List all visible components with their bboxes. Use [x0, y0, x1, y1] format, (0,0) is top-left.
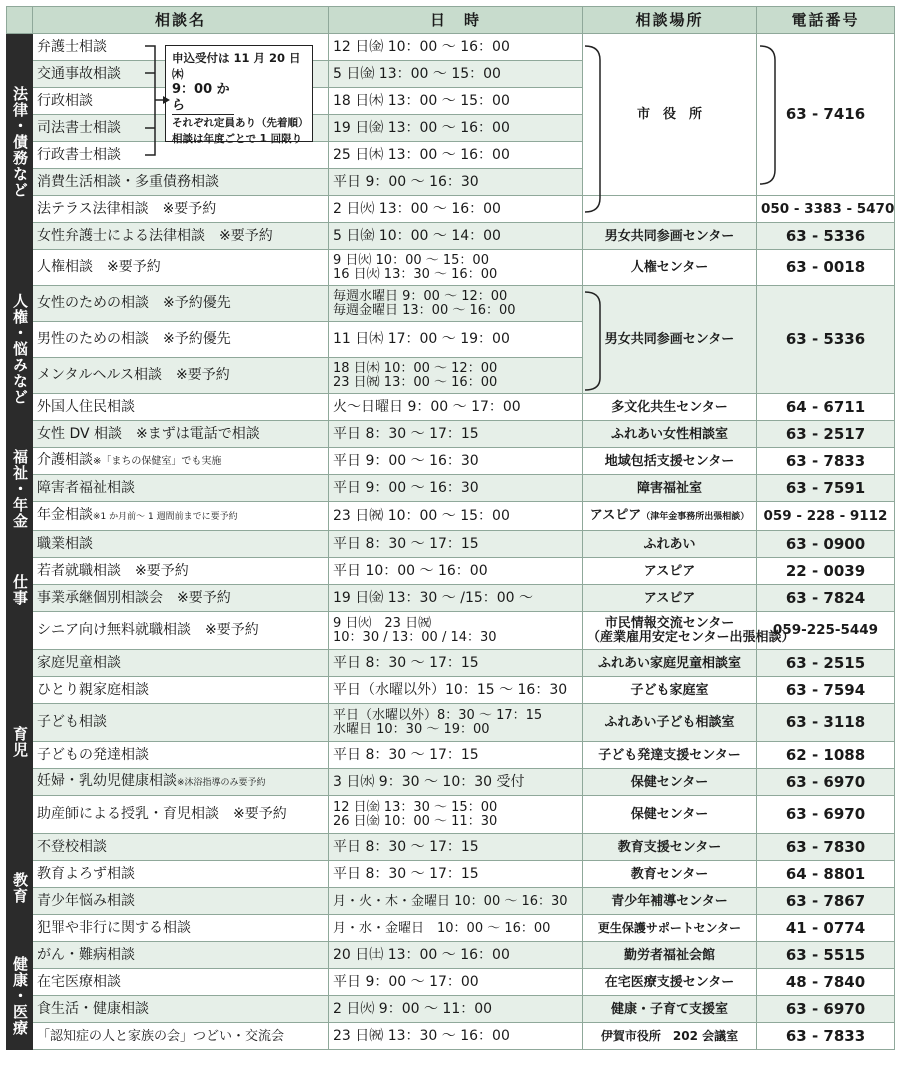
- row-time: 平日 8：30 〜 17：15: [329, 421, 583, 448]
- row-phone: 63 - 7824: [757, 585, 895, 612]
- place-note: （産業雇用安定センター出張相談）: [587, 629, 795, 645]
- row-time: 火〜日曜日 9：00 〜 17：00: [329, 394, 583, 421]
- table-row: [7, 969, 895, 996]
- row-place: 勤労者福祉会館: [583, 942, 757, 969]
- row-name: 犯罪や非行に関する相談: [33, 915, 329, 942]
- row-name: 「認知症の人と家族の会」つどい・交流会: [33, 1023, 329, 1050]
- table-row: [7, 394, 895, 421]
- table-row: [7, 475, 895, 502]
- table-row: [7, 834, 895, 861]
- table-row: [7, 888, 895, 915]
- category-work: 仕事: [7, 531, 33, 650]
- row-time: 12 日㈮ 10：00 〜 16：00: [329, 34, 583, 61]
- row-name: 子ども相談: [33, 704, 329, 742]
- row-place: 多文化共生センター: [583, 394, 757, 421]
- table-row: [7, 558, 895, 585]
- row-time: [329, 286, 583, 322]
- time-line: 26 日㈮ 10：00 〜 11：30: [333, 813, 498, 829]
- row-place: [583, 196, 757, 223]
- row-name: [33, 502, 329, 531]
- row-phone: 63 - 7594: [757, 677, 895, 704]
- row-name: ひとり親家庭相談: [33, 677, 329, 704]
- row-time: 2 日㈫ 9：00 〜 11：00: [329, 996, 583, 1023]
- row-time: 平日 10：00 〜 16：00: [329, 558, 583, 585]
- row-place: 子ども家庭室: [583, 677, 757, 704]
- row-place: 男女共同参画センター: [583, 223, 757, 250]
- row-time: 18 日㈭ 13：00 〜 15：00: [329, 88, 583, 115]
- row-name: 子どもの発達相談: [33, 742, 329, 769]
- row-phone: 63 - 3118: [757, 704, 895, 742]
- row-note: ※「まちの保健室」でも実施: [93, 456, 222, 467]
- row-name: 若者就職相談 ※要予約: [33, 558, 329, 585]
- header-place: 相談場所: [583, 7, 757, 34]
- row-time: 25 日㈭ 13：00 〜 16：00: [329, 142, 583, 169]
- row-place: 在宅医療支援センター: [583, 969, 757, 996]
- row-phone: 63 - 6970: [757, 996, 895, 1023]
- time-line: 18 日㈭ 10：00 〜 12：00: [333, 360, 498, 376]
- row-name: 助産師による授乳・育児相談 ※要予約: [33, 796, 329, 834]
- category-health: 健康・医療: [7, 942, 33, 1050]
- row-name: 食生活・健康相談: [33, 996, 329, 1023]
- time-line: 9 日㈫ 10：00 〜 15：00: [333, 252, 489, 268]
- row-time: 19 日㈮ 13：30 〜 /15：00 〜: [329, 585, 583, 612]
- row-name: メンタルヘルス相談 ※要予約: [33, 358, 329, 394]
- human-phone: 63 - 5336: [757, 286, 895, 394]
- row-phone: 63 - 6970: [757, 796, 895, 834]
- row-name-text: 妊婦・乳幼児健康相談: [37, 772, 177, 789]
- table-row: [7, 1023, 895, 1050]
- row-time: 平日 8：30 〜 17：15: [329, 742, 583, 769]
- table-row: [7, 769, 895, 796]
- row-name: 教育よろず相談: [33, 861, 329, 888]
- row-name: 女性弁護士による法律相談 ※要予約: [33, 223, 329, 250]
- row-phone: 62 - 1088: [757, 742, 895, 769]
- row-place: ふれあい子ども相談室: [583, 704, 757, 742]
- table-row: [7, 650, 895, 677]
- table-row: [7, 677, 895, 704]
- row-place: 人権センター: [583, 250, 757, 286]
- row-place: アスピア: [583, 558, 757, 585]
- table-row: [7, 196, 895, 223]
- place-text: アスピア: [589, 507, 642, 523]
- row-name: 行政相談: [33, 88, 329, 115]
- row-phone: 22 - 0039: [757, 558, 895, 585]
- row-time: 平日 8：30 〜 17：15: [329, 531, 583, 558]
- row-time: 平日 9：00 〜 16：30: [329, 475, 583, 502]
- law-phone: 63 - 7416: [757, 34, 895, 196]
- row-phone: 63 - 0900: [757, 531, 895, 558]
- row-time: 19 日㈮ 13：00 〜 16：00: [329, 115, 583, 142]
- header-name: 相談名: [33, 7, 329, 34]
- table-row: [7, 223, 895, 250]
- row-phone: 63 - 7591: [757, 475, 895, 502]
- table-row: [7, 531, 895, 558]
- row-time: 平日 9：00 〜 16：30: [329, 448, 583, 475]
- row-phone: 63 - 7833: [757, 448, 895, 475]
- note-line-1: 申込受付は 11 月 20 日㈭: [172, 51, 301, 81]
- row-name: 職業相談: [33, 531, 329, 558]
- row-note: ※沐浴指導のみ要予約: [177, 777, 266, 788]
- time-line: 16 日㈫ 13：30 〜 16：00: [333, 266, 498, 282]
- row-time: 11 日㈭ 17：00 〜 19：00: [329, 322, 583, 358]
- category-human: 人権・悩みなど: [7, 250, 33, 448]
- row-time: 23 日㈷ 13：30 〜 16：00: [329, 1023, 583, 1050]
- row-time: [329, 796, 583, 834]
- row-phone: 64 - 6711: [757, 394, 895, 421]
- table-row: [7, 942, 895, 969]
- row-place: 子ども発達支援センター: [583, 742, 757, 769]
- time-line: 水曜日 10：30 〜 19：00: [333, 721, 490, 737]
- row-time: 3 日㈬ 9：30 〜 10：30 受付: [329, 769, 583, 796]
- human-place: 男女共同参画センター: [583, 286, 757, 394]
- row-place: 保健センター: [583, 796, 757, 834]
- row-name: 不登校相談: [33, 834, 329, 861]
- row-time: 20 日㈯ 13：00 〜 16：00: [329, 942, 583, 969]
- row-name: 女性のための相談 ※予約優先: [33, 286, 329, 322]
- row-name: 人権相談 ※要予約: [33, 250, 329, 286]
- row-place: 青少年補導センター: [583, 888, 757, 915]
- row-place: 更生保護サポートセンター: [583, 915, 757, 942]
- row-phone: 63 - 5515: [757, 942, 895, 969]
- row-time: [329, 612, 583, 650]
- row-name: 法テラス法律相談 ※要予約: [33, 196, 329, 223]
- table-row: [7, 502, 895, 531]
- row-time: [329, 358, 583, 394]
- row-time: [329, 250, 583, 286]
- row-time: [329, 704, 583, 742]
- row-name: 事業承継個別相談会 ※要予約: [33, 585, 329, 612]
- row-time: 5 日㈮ 13：00 〜 15：00: [329, 61, 583, 88]
- row-time: 月・火・木・金曜日 10：00 〜 16：30: [329, 888, 583, 915]
- consultation-table: [6, 6, 895, 1050]
- row-place: アスピア: [583, 585, 757, 612]
- row-place: ふれあい女性相談室: [583, 421, 757, 448]
- row-place: [583, 502, 757, 531]
- row-time: 平日 9：00 〜 17：00: [329, 969, 583, 996]
- header-time: 日 時: [329, 7, 583, 34]
- row-name: [33, 448, 329, 475]
- table-row: [7, 448, 895, 475]
- row-time: 2 日㈫ 13：00 〜 16：00: [329, 196, 583, 223]
- row-place: ふれあい家庭児童相談室: [583, 650, 757, 677]
- row-name: 弁護士相談: [33, 34, 329, 61]
- category-edu: 教育: [7, 834, 33, 942]
- table-row: [7, 250, 895, 286]
- row-phone: 63 - 2517: [757, 421, 895, 448]
- row-place: 伊賀市役所 202 会議室: [583, 1023, 757, 1050]
- row-time: 平日（水曜以外）10：15 〜 16：30: [329, 677, 583, 704]
- table-row: [7, 915, 895, 942]
- row-name: 男性のための相談 ※予約優先: [33, 322, 329, 358]
- table-row: [7, 585, 895, 612]
- time-line: 毎週金曜日 13：00 〜 16：00: [333, 302, 516, 318]
- row-place: 教育支援センター: [583, 834, 757, 861]
- table-row: [7, 286, 895, 322]
- row-place: [583, 612, 795, 650]
- row-place: 教育センター: [583, 861, 757, 888]
- row-phone: 48 - 7840: [757, 969, 895, 996]
- row-name: 青少年悩み相談: [33, 888, 329, 915]
- row-name: [33, 769, 329, 796]
- time-line: 毎週水曜日 9：00 〜 12：00: [333, 288, 508, 304]
- row-name: 在宅医療相談: [33, 969, 329, 996]
- row-phone: 059-225-5449: [757, 612, 895, 650]
- time-line: 12 日㈮ 13：30 〜 15：00: [333, 799, 498, 815]
- row-name: 司法書士相談: [33, 115, 329, 142]
- row-name: 行政書士相談: [33, 142, 329, 169]
- row-name-text: 年金相談: [37, 506, 93, 523]
- header-blank: [7, 7, 33, 34]
- row-name: 消費生活相談・多重債務相談: [33, 169, 329, 196]
- time-line: 10：30 / 13：00 / 14：30: [333, 629, 497, 645]
- row-place: 障害福祉室: [583, 475, 757, 502]
- row-place: ふれあい: [583, 531, 757, 558]
- row-phone: 63 - 7830: [757, 834, 895, 861]
- category-child: 育児: [7, 650, 33, 834]
- row-phone: 63 - 7833: [757, 1023, 895, 1050]
- row-phone: 059 - 228 - 9112: [757, 502, 895, 531]
- time-line: 平日（水曜以外）8：30 〜 17：15: [333, 707, 543, 723]
- law-place: 市 役 所: [583, 34, 757, 196]
- row-time: 平日 8：30 〜 17：15: [329, 834, 583, 861]
- row-phone: 64 - 8801: [757, 861, 895, 888]
- note-line-3: それぞれ定員あり（先着順）: [172, 117, 309, 129]
- row-name: 外国人住民相談: [33, 394, 329, 421]
- row-place: 地域包括支援センター: [583, 448, 757, 475]
- row-phone: 63 - 5336: [757, 223, 895, 250]
- table-row: [7, 421, 895, 448]
- table-row: [7, 612, 895, 650]
- category-welfare: 福祉・年金: [7, 448, 33, 531]
- table-row: [7, 796, 895, 834]
- header-row: [7, 7, 895, 34]
- row-name: 女性 DV 相談 ※まずは電話で相談: [33, 421, 329, 448]
- time-line: 9 日㈫ 23 日㈷: [333, 615, 432, 631]
- row-time: 23 日㈷ 10：00 〜 15：00: [329, 502, 583, 531]
- note-line-4: 相談は年度ごとで 1 回限り: [172, 133, 303, 145]
- note-line-2: 9：00 から: [172, 82, 234, 115]
- row-phone: 63 - 7867: [757, 888, 895, 915]
- row-name: シニア向け無料就職相談 ※要予約: [33, 612, 329, 650]
- row-phone: 63 - 6970: [757, 769, 895, 796]
- row-name: 交通事故相談: [33, 61, 329, 88]
- row-name-text: 介護相談: [37, 452, 93, 468]
- table-row: [7, 861, 895, 888]
- row-phone: 050 - 3383 - 5470: [757, 196, 895, 223]
- table-row: [7, 704, 895, 742]
- row-time: 月・水・金曜日 10：00 〜 16：00: [329, 915, 583, 942]
- row-name: 障害者福祉相談: [33, 475, 329, 502]
- row-time: 平日 8：30 〜 17：15: [329, 650, 583, 677]
- row-time: 平日 8：30 〜 17：15: [329, 861, 583, 888]
- table-row: [7, 742, 895, 769]
- application-note: [165, 45, 313, 145]
- category-law: 法律・債務など: [7, 34, 33, 250]
- place-note: （津年金事務所出張相談）: [641, 511, 750, 522]
- row-phone: 63 - 0018: [757, 250, 895, 286]
- place-text: 市民情報交流センター: [604, 615, 735, 631]
- row-place: 保健センター: [583, 769, 757, 796]
- row-note: ※1 か月前〜 1 週間前までに要予約: [93, 511, 238, 522]
- header-phone: 電話番号: [757, 7, 895, 34]
- row-name: 家庭児童相談: [33, 650, 329, 677]
- table-row: [7, 996, 895, 1023]
- row-name: がん・難病相談: [33, 942, 329, 969]
- row-phone: 63 - 2515: [757, 650, 895, 677]
- row-time: 平日 9：00 〜 16：30: [329, 169, 583, 196]
- row-place: 健康・子育て支援室: [583, 996, 757, 1023]
- table-row: [7, 34, 895, 61]
- row-phone: 41 - 0774: [757, 915, 895, 942]
- time-line: 23 日㈷ 13：00 〜 16：00: [333, 374, 498, 390]
- row-time: 5 日㈮ 10：00 〜 14：00: [329, 223, 583, 250]
